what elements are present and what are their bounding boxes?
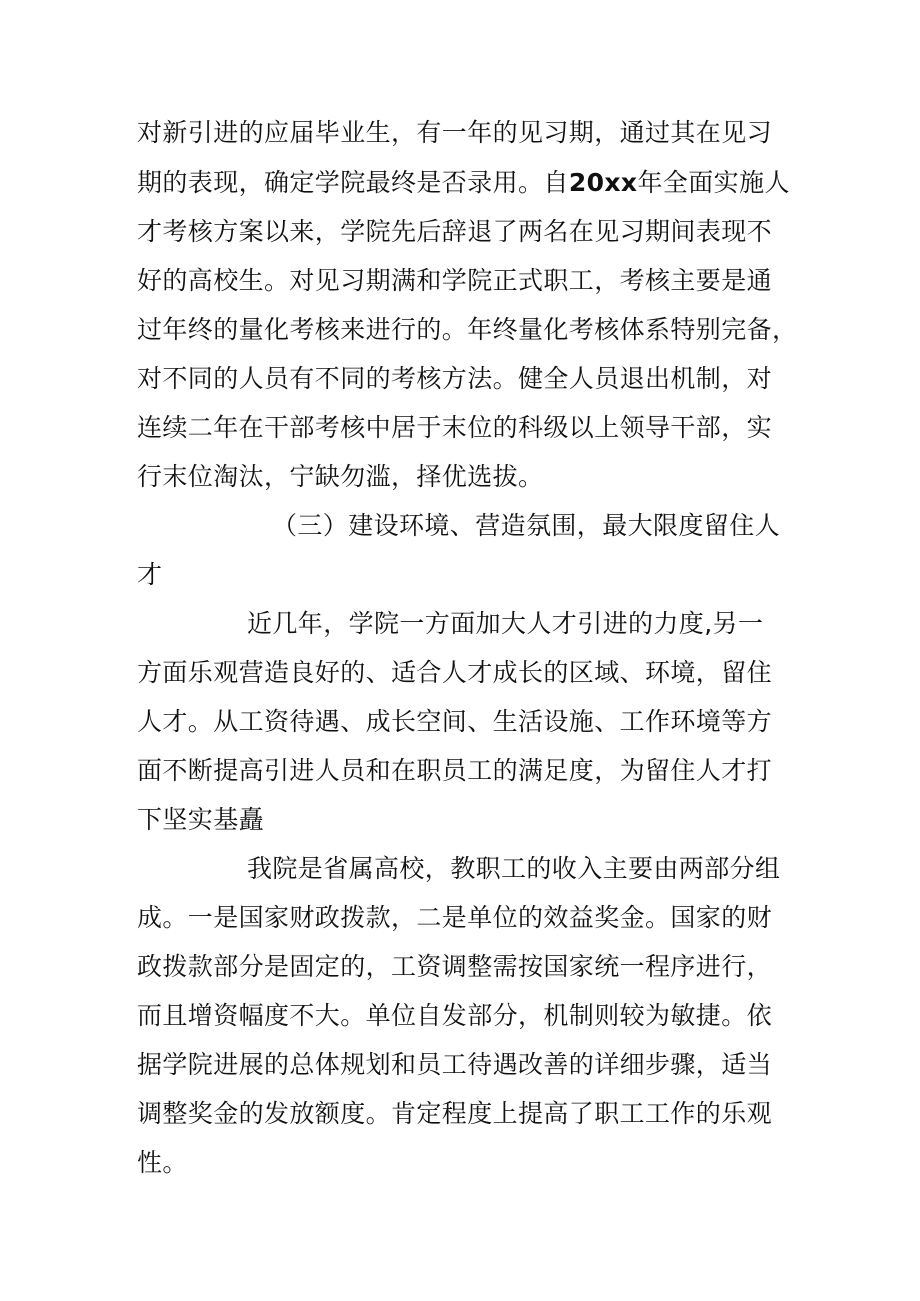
text-line: 才考核方案以来，学院先后辞退了两名在见习期间表现不: [137, 217, 773, 246]
text-line: 政拨款部分是固定的，工资调整需按国家统一程序进行，: [137, 952, 773, 981]
text-line: 好的高校生。对见习期满和学院正式职工，考核主要是通: [137, 266, 773, 295]
heading-line: 才: [137, 560, 163, 589]
text-segment: 期的表现，确定学院最终是否录用。自: [137, 168, 569, 197]
text-line: 面不断提高引进人员和在职员工的满足度，为留住人才打: [137, 756, 773, 785]
year-text: 20xx: [568, 168, 638, 197]
text-line: 对不同的人员有不同的考核方法。健全人员退出机制，对: [137, 364, 773, 393]
heading-line: （三）建设环境、营造氛围，最大限度留住人: [272, 511, 781, 540]
text-line: 而且增资幅度不大。单位自发部分，机制则较为敏捷。依: [137, 1001, 773, 1030]
text-line: 下坚实基矗: [137, 805, 265, 834]
text-line: 人才。从工资待遇、成长空间、生活设施、工作环境等方: [137, 707, 773, 736]
text-line: 成。一是国家财政拨款，二是单位的效益奖金。国家的财: [137, 903, 773, 932]
text-line: 我院是省属高校，教职工的收入主要由两部分组: [247, 854, 781, 883]
text-line: 近几年，学院一方面加大人才引进的力度,另一: [247, 609, 764, 638]
text-line: 调整奖金的发放额度。肯定程度上提高了职工工作的乐观: [137, 1099, 773, 1128]
text-segment: 年全面实施人: [637, 168, 790, 197]
text-line: 据学院进展的总体规划和员工待遇改善的详细步骤，适当: [137, 1050, 773, 1079]
text-line: 连续二年在干部考核中居于末位的科级以上领导干部，实: [137, 413, 773, 442]
text-line: 性。: [137, 1148, 188, 1177]
text-line: 过年终的量化考核来进行的。年终量化考核体系特别完备，: [137, 315, 798, 344]
text-line: 对新引进的应届毕业生，有一年的见习期，通过其在见习: [137, 118, 773, 147]
text-line: [137, 163, 797, 203]
text-line: 方面乐观营造良好的、适合人才成长的区域、环境，留住: [137, 658, 773, 687]
text-line: 行末位淘汰，宁缺勿滥，择优选拔。: [137, 462, 544, 491]
